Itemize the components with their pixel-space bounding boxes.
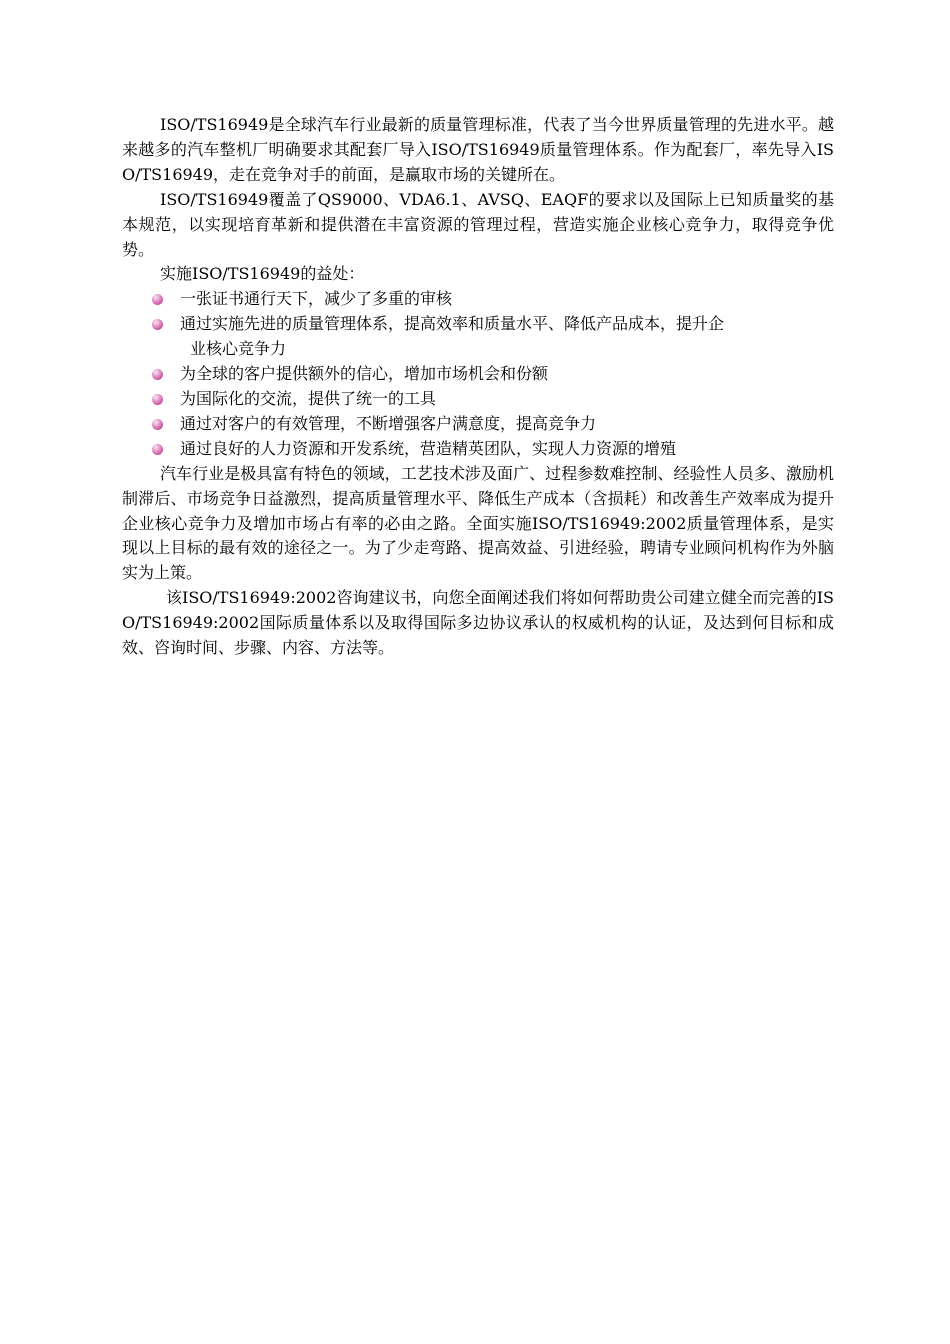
outro-paragraph-1: 汽车行业是极具富有特色的领域，工艺技术涉及面广、过程参数难控制、经验性人员多、激励机制滞后、市场竞争日益激烈，提高质量管理水平、降低生产成本（含损耗）和改善生产效率成为提升企业核心竞争力及增加市场占有率的必由之路。全面实施ISO/TS16949:2002质量管理体系，是实现以上目标的最有效的途径之一。为了少走弯路、提高效益、引进经验，聘请专业顾问机构作为外脑实为上策。 [122,463,834,583]
bullet-icon [152,419,163,430]
benefit-text: 为全球的客户提供额外的信心，增加市场机会和份额 [180,364,549,384]
benefit-text: 通过对客户的有效管理，不断增强客户满意度，提高竞争力 [180,413,597,433]
benefit-item-2 [122,312,834,362]
benefit-text: 一张证书通行天下，减少了多重的审核 [180,289,453,309]
intro-paragraph-1: ISO/TS16949是全球汽车行业最新的质量管理标准，代表了当今世界质量管理的先进水平。越来越多的汽车整机厂明确要求其配套厂导入ISO/TS16949质量管理体系。作为配套厂，率先导入ISO/TS16949，走在竞争对手的前面，是赢取市场的关键所在。 [122,115,834,184]
bullet-icon [152,319,163,330]
bullet-icon [152,444,163,455]
benefit-text: 通过实施先进的质量管理体系，提高效率和质量水平、降低产品成本，提升企 [180,314,725,334]
benefits-heading: 实施ISO/TS16949的益处： [160,264,365,284]
bullet-icon [152,369,163,380]
benefit-text: 为国际化的交流，提供了统一的工具 [180,388,437,408]
benefit-item-1 [122,287,834,312]
bullet-icon [152,294,163,305]
benefit-text: 通过良好的人力资源和开发系统，营造精英团队，实现人力资源的增殖 [180,438,677,458]
benefit-text-continued: 业核心竞争力 [190,339,287,359]
benefit-item-3 [122,362,834,387]
intro-paragraph-2: ISO/TS16949覆盖了QS9000、VDA6.1、AVSQ、EAQF的要求以及国际上已知质量奖的基本规范，以实现培育革新和提供潜在丰富资源的管理过程，营造实施企业核心竞争力，取得竞争优势。 [122,189,834,259]
benefit-item-4 [122,387,834,412]
benefit-item-5 [122,412,834,437]
bullet-icon [152,394,163,405]
document-page [122,113,834,661]
benefits-list [122,287,834,461]
benefit-item-6 [122,437,834,462]
outro-paragraph-2: 该ISO/TS16949:2002咨询建议书，向您全面阐述我们将如何帮助贵公司建立健全而完善的ISO/TS16949:2002国际质量体系以及取得国际多边协议承认的权威机构的认证，及达到何目标和成效、咨询时间、步骤、内容、方法等。 [122,588,834,658]
